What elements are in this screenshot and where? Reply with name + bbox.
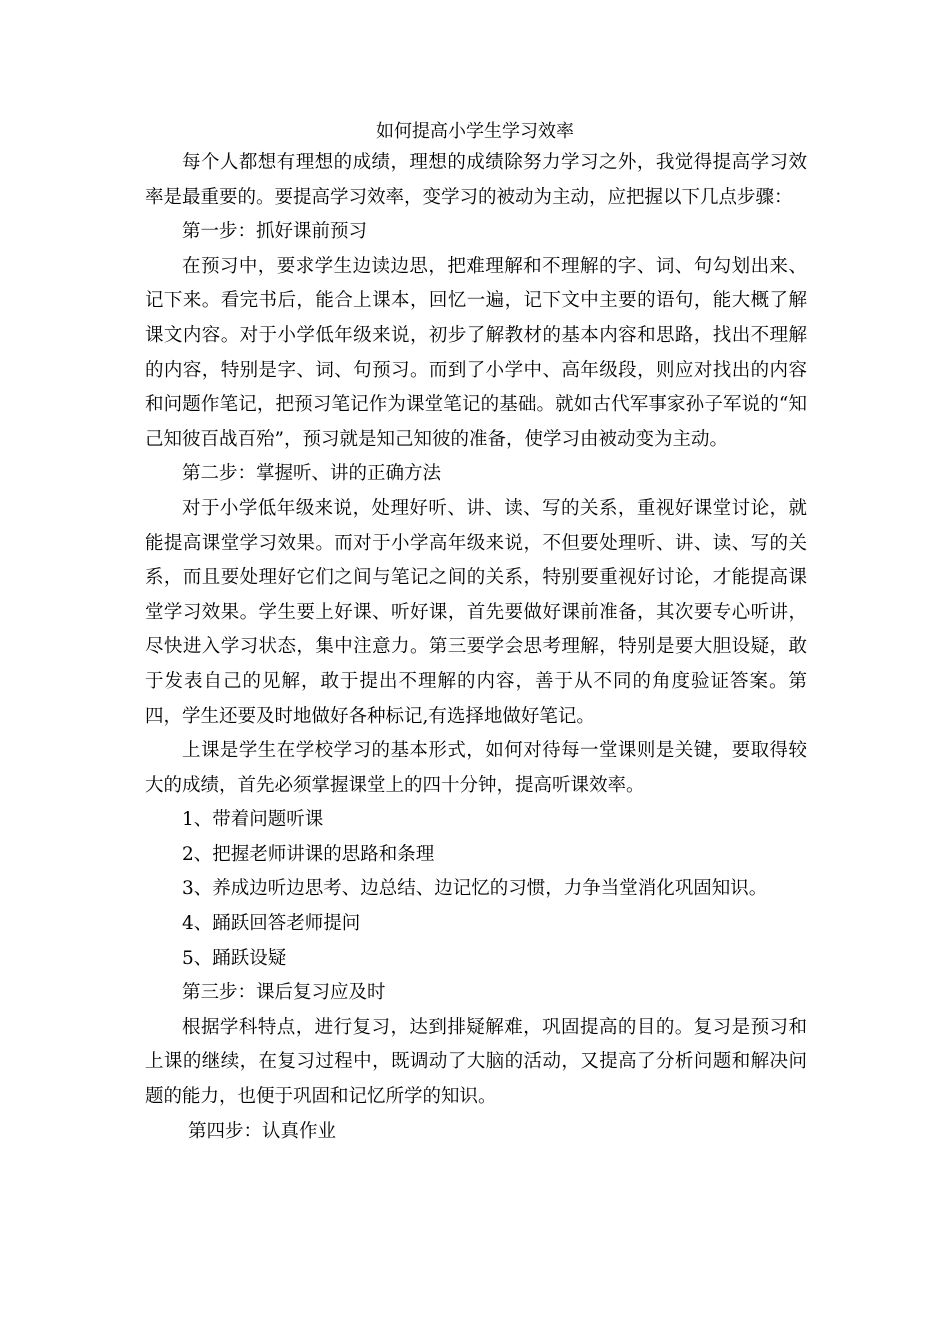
step-heading: 第一步：抓好课前预习 (182, 221, 368, 243)
step-heading: 第四步：认真作业 (188, 1120, 337, 1142)
list-item: 2、把握老师讲课的思路和条理 (182, 843, 435, 865)
body-paragraph: 对于小学低年级来说，处理好听、讲、读、写的关系，重视好课堂讨论，就能提高课堂学习效果。而对于小学高年级来说，不但要处理听、讲、读、写的关系，而且要处理好它们之间与笔记之间的关系，特别要重视好讨论，才能提高课堂学习效果。学生要上好课、听好课，首先要做好课前准备，其次要专心听讲，尽快进入学习状态，集中注意力。第三要学会思考理解，特别是要大胆设疑，敢于发表自己的见解，敢于提出不理解的内容，善于从不同的角度验证答案。第四，学生还要及时地做好各种标记,有选择地做好笔记。 (145, 497, 807, 727)
body-paragraph: 上课是学生在学校学习的基本形式，如何对待每一堂课则是关键，要取得较大的成绩，首先必须掌握课堂上的四十分钟，提高听课效率。 (145, 740, 807, 796)
step-heading: 第三步：课后复习应及时 (182, 982, 386, 1004)
list-item: 1、带着问题听课 (182, 809, 324, 831)
intro-paragraph: 每个人都想有理想的成绩，理想的成绩除努力学习之外，我觉得提高学习效率是最重要的。要提高学习效率，变学习的被动为主动，应把握以下几点步骤： (145, 152, 807, 208)
step-heading: 第二步：掌握听、讲的正确方法 (182, 463, 442, 485)
document-title: 如何提高小学生学习效率 (376, 121, 574, 142)
body-paragraph: 在预习中，要求学生边读边思，把难理解和不理解的字、词、句勾划出来、记下来。看完书后，能合上课本，回忆一遍，记下文中主要的语句，能大概了解课文内容。对于小学低年级来说，初步了解教材的基本内容和思路，找出不理解的内容，特别是字、词、句预习。而到了小学中、高年级段，则应对找出的内容和问题作笔记，把预习笔记作为课堂笔记的基础。就如古代军事家孙子军说的“知己知彼百战百殆”，预习就是知己知彼的准备，使学习由被动变为主动。 (145, 255, 807, 450)
body-paragraph: 根据学科特点，进行复习，达到排疑解难，巩固提高的目的。复习是预习和上课的继续，在复习过程中，既调动了大脑的活动，又提高了分析问题和解决问题的能力，也便于巩固和记忆所学的知识。 (145, 1016, 807, 1108)
document-body (145, 146, 807, 1149)
list-item: 4、踊跃回答老师提问 (182, 913, 361, 935)
list-item: 3、养成边听边思考、边总结、边记忆的习惯，力争当堂消化巩固知识。 (182, 878, 768, 900)
list-item: 5、踊跃设疑 (182, 947, 287, 969)
